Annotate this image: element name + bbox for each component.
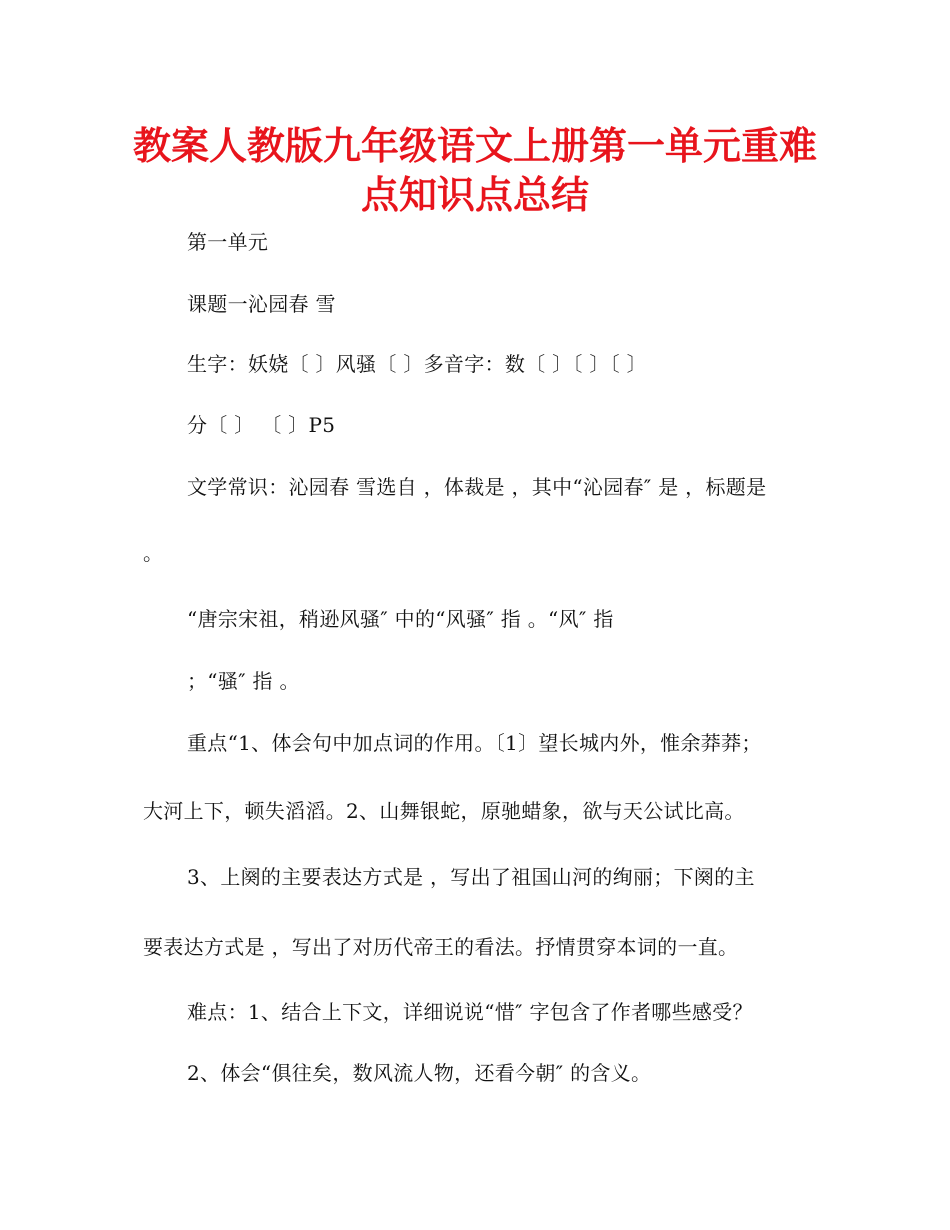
- document-title-line-1: 教案人教版九年级语文上册第一单元重难: [132, 124, 817, 168]
- paragraph-polyphone-fen: 分〔 〕 〔 〕P5: [187, 413, 336, 437]
- paragraph-fengsao-question: “唐宗宋祖，稍逊风骚″ 中的“风骚″ 指 。“风″ 指: [187, 607, 614, 631]
- paragraph-key-point-3-cont: 要表达方式是 ，写出了对历代帝王的看法。抒情贯穿本词的一直。: [143, 935, 739, 959]
- paragraph-difficulty-2: 2、体会“俱往矣，数风流人物，还看今朝″ 的含义。: [187, 1061, 652, 1085]
- paragraph-new-characters: 生字：妖娆〔 〕风骚〔 〕多音字：数〔 〕〔 〕〔 〕: [187, 352, 647, 376]
- paragraph-literary-knowledge: 文学常识：沁园春 雪选自 ，体裁是 ，其中“沁园春″ 是 ，标题是: [187, 475, 767, 499]
- paragraph-difficulty-1: 难点：1、结合上下文，详细说说“惜″ 字包含了作者哪些感受？: [187, 1000, 753, 1024]
- document-title-line-2: 点知识点总结: [360, 173, 589, 217]
- paragraph-key-point-3: 3、上阕的主要表达方式是 ，写出了祖国山河的绚丽；下阕的主: [187, 865, 755, 889]
- paragraph-key-point-1-cont: 大河上下，顿失滔滔。2、山舞银蛇，原驰蜡象，欲与天公试比高。: [143, 799, 745, 823]
- paragraph-literary-knowledge-end: 。: [143, 541, 164, 565]
- paragraph-lesson-title: 课题一沁园春 雪: [187, 292, 336, 316]
- paragraph-unit-heading: 第一单元: [187, 230, 269, 254]
- paragraph-sao-question: ；“骚″ 指 。: [187, 669, 300, 693]
- paragraph-key-point-1: 重点“1、体会句中加点词的作用。〔1〕望长城内外，惟余莽莽；: [187, 731, 762, 755]
